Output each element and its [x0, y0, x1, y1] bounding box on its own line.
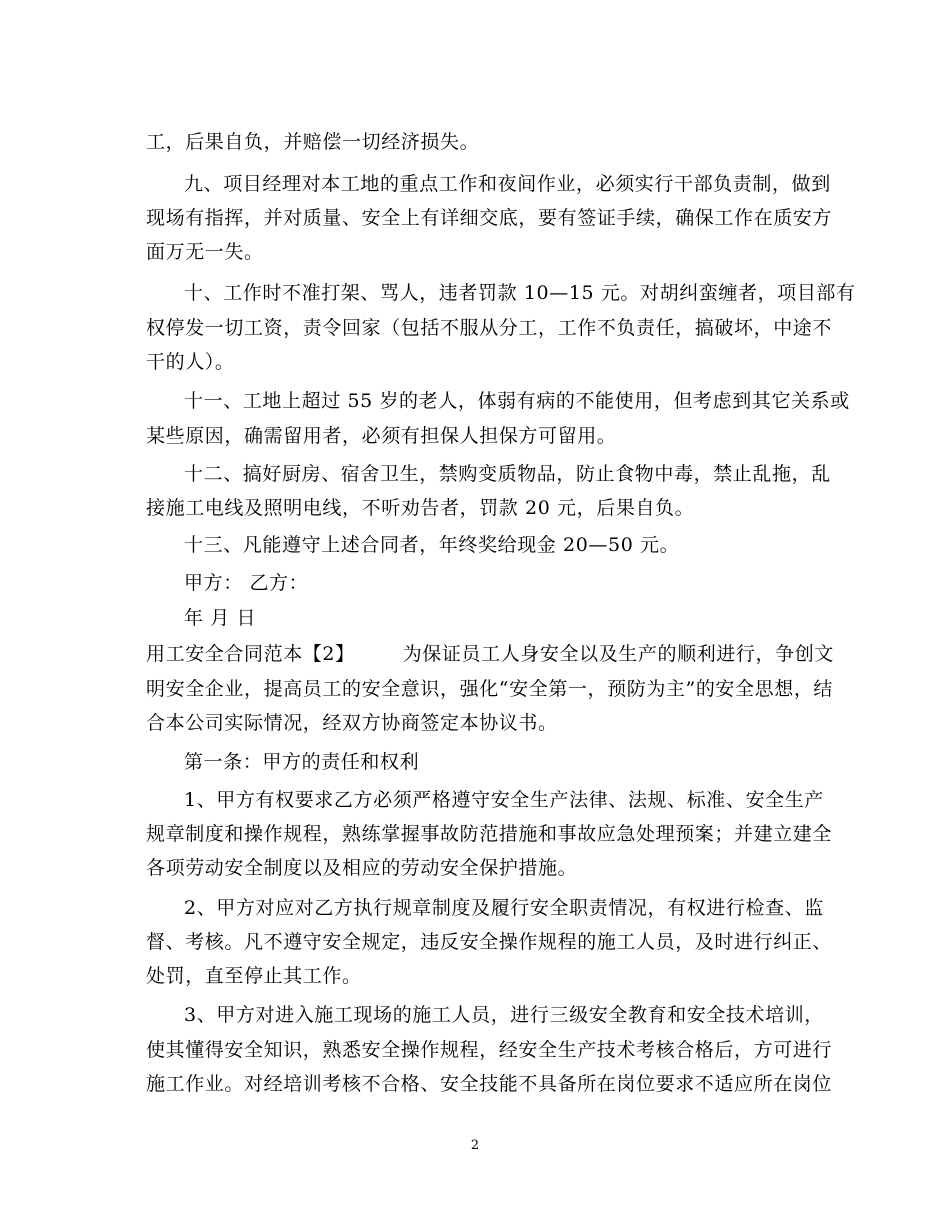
paragraph-text: 为保证员工人身安全以及生产的顺利进行，争创文 — [402, 643, 834, 665]
paragraph-line: 1、甲方有权要求乙方必须严格遵守安全生产法律、法规、标准、安全生产 — [184, 789, 824, 811]
paragraph-line: 十二、搞好厨房、宿舍卫生，禁购变质物品，防止食物中毒，禁止乱拖，乱 — [184, 463, 831, 485]
date-line: 年 月 日 — [184, 607, 257, 629]
signature-line: 甲方： 乙方： — [184, 572, 309, 594]
paragraph-line: 九、项目经理对本工地的重点工作和夜间作业，必须实行干部负责制，做到 — [184, 173, 831, 195]
paragraph-line: 权停发一切工资，责令回家（包括不服从分工，工作不负责任，搞破坏，中途不 — [146, 317, 833, 339]
paragraph-line: 规章制度和操作规程，熟练掌握事故防范措施和事故应急处理预案；并建立建全 — [146, 823, 833, 845]
section-heading: 用工安全合同范本【2】 — [146, 643, 355, 665]
paragraph-line: 十三、凡能遵守上述合同者，年终奖给现金 20—50 元。 — [184, 534, 680, 556]
paragraph-line: 使其懂得安全知识，熟悉安全操作规程，经安全生产技术考核合格后，方可进行 — [146, 1039, 833, 1061]
page-number: 2 — [470, 1138, 480, 1153]
paragraph-line: 2、甲方对应对乙方执行规章制度及履行安全职责情况，有权进行检查、监 — [184, 897, 824, 919]
paragraph-line: 3、甲方对进入施工现场的施工人员，进行三级安全教育和安全技术培训， — [184, 1004, 824, 1026]
article-heading: 第一条：甲方的责任和权利 — [184, 751, 420, 773]
paragraph-line: 工，后果自负，并赔偿一切经济损失。 — [146, 131, 480, 153]
paragraph-line: 各项劳动安全制度以及相应的劳动安全保护措施。 — [146, 857, 578, 879]
section-heading-line — [146, 642, 834, 666]
paragraph-line: 接施工电线及照明电线，不听劝告者，罚款 20 元，后果自负。 — [146, 497, 695, 519]
paragraph-line: 处罚，直至停止其工作。 — [146, 965, 362, 987]
paragraph-line: 某些原因，确需留用者，必须有担保人担保方可留用。 — [146, 425, 617, 447]
paragraph-line: 面万无一失。 — [146, 241, 264, 263]
paragraph-line: 督、考核。凡不遵守安全规定，违反安全操作规程的施工人员，及时进行纠正、 — [146, 931, 833, 953]
paragraph-line: 干的人）。 — [146, 351, 235, 373]
paragraph-line: 合本公司实际情况，经双方协商签定本协议书。 — [146, 712, 558, 734]
paragraph-line: 施工作业。对经培训考核不合格、安全技能不具备所在岗位要求不适应所在岗位 — [146, 1073, 833, 1095]
paragraph-line: 十、工作时不准打架、骂人，违者罚款 10—15 元。对胡纠蛮缠者，项目部有 — [184, 282, 856, 304]
paragraph-line: 明安全企业，提高员工的安全意识，强化“安全第一，预防为主”的安全思想，结 — [146, 678, 834, 700]
paragraph-line: 十一、工地上超过 55 岁的老人，体弱有病的不能使用，但考虑到其它关系或 — [184, 390, 850, 412]
paragraph-line: 现场有指挥，并对质量、安全上有详细交底，要有签证手续，确保工作在质安方 — [146, 207, 833, 229]
